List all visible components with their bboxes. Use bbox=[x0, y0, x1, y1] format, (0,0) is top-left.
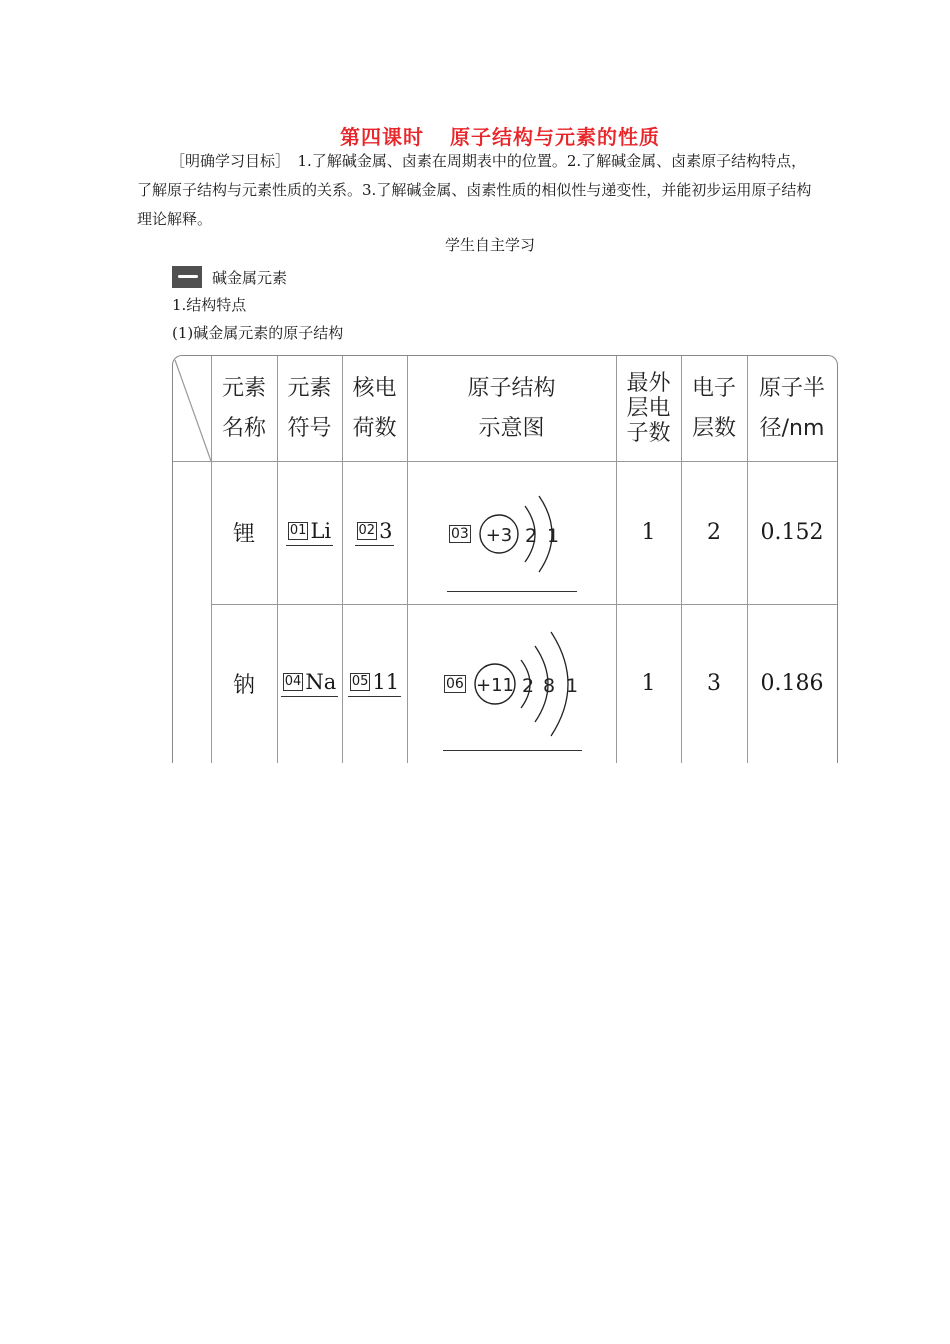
blank-number: 02 bbox=[358, 523, 376, 538]
blank-number: 03 bbox=[451, 526, 469, 542]
blank-number: 01 bbox=[289, 523, 307, 538]
header-line: 荷数 bbox=[352, 415, 397, 441]
row-na-layers: 3 bbox=[707, 670, 721, 696]
shell-electrons: 2 bbox=[521, 675, 535, 697]
shell-electrons: 8 bbox=[542, 675, 556, 697]
row-na-diagram bbox=[407, 604, 616, 762]
header-line: 层数 bbox=[691, 415, 736, 441]
row-na-outer: 1 bbox=[641, 670, 656, 696]
na-atom-structure-icon bbox=[459, 626, 589, 741]
row-li-outer: 1 bbox=[641, 520, 656, 545]
nucleus-label: +11 bbox=[476, 675, 514, 696]
shell-electrons: 1 bbox=[565, 675, 579, 697]
title-topic: 原子结构与元素的性质 bbox=[450, 125, 660, 149]
answer-underline bbox=[443, 750, 582, 751]
row-li-symbol bbox=[277, 461, 342, 604]
header-line: 子数 bbox=[626, 421, 671, 446]
section-header bbox=[172, 264, 287, 290]
alkali-metal-table bbox=[172, 355, 838, 763]
blank-number: 04 bbox=[284, 673, 302, 689]
section-number-icon bbox=[172, 266, 202, 288]
answer-blank[interactable] bbox=[281, 670, 338, 697]
header-atomic-radius bbox=[747, 356, 837, 461]
header-line: 最外 bbox=[626, 371, 671, 396]
section-heading: 学生自主学习 bbox=[444, 236, 535, 254]
header-outer-electrons bbox=[616, 356, 681, 461]
header-line: 元素 bbox=[287, 375, 332, 401]
header-line: 层电 bbox=[626, 396, 671, 421]
header-line: 原子结构 bbox=[467, 375, 556, 401]
header-electron-layers bbox=[681, 356, 747, 461]
nucleus-label: +3 bbox=[485, 525, 513, 546]
row-na-radius: 0.186 bbox=[760, 670, 824, 696]
row-na-symbol bbox=[277, 604, 342, 762]
title-lesson: 第四课时 bbox=[340, 125, 424, 149]
answer-underline bbox=[447, 591, 577, 592]
row-li-name: 锂 bbox=[232, 522, 255, 547]
row-na-charge bbox=[342, 604, 407, 762]
blank-number: 06 bbox=[446, 676, 464, 692]
charge-text: 3 bbox=[379, 519, 393, 543]
section-title: 碱金属元素 bbox=[212, 268, 288, 287]
item-1: 1.结构特点 bbox=[172, 296, 247, 314]
row-li-layers: 2 bbox=[707, 520, 721, 545]
header-line: 名称 bbox=[221, 415, 266, 441]
header-line: 核电 bbox=[352, 375, 397, 401]
header-line: 符号 bbox=[287, 415, 332, 441]
item-1-1: (1)碱金属元素的原子结构 bbox=[172, 324, 344, 342]
header-line: 原子半 bbox=[758, 375, 825, 401]
li-atom-structure-icon bbox=[467, 486, 577, 581]
header-line: 元素 bbox=[221, 375, 266, 401]
row-na-name: 钠 bbox=[232, 672, 255, 698]
charge-text: 11 bbox=[372, 669, 400, 694]
row-li-charge bbox=[342, 461, 407, 604]
header-nuclear-charge bbox=[342, 356, 407, 461]
answer-blank[interactable] bbox=[286, 519, 333, 546]
answer-blank[interactable] bbox=[355, 519, 395, 546]
symbol-text: Li bbox=[310, 519, 332, 543]
blank-number: 05 bbox=[351, 673, 369, 689]
answer-blank[interactable] bbox=[348, 670, 401, 697]
learning-objectives: ［明确学习目标］ 1.了解碱金属、卤素在周期表中的位置。2.了解碱金属、卤素原子结构特点，了解原子结构与元素性质的关系。3.了解碱金属、卤素性质的相似性与递变性，并能初步运用原子结构理论解释。 bbox=[137, 152, 812, 228]
row-li-diagram bbox=[407, 461, 616, 604]
header-line: 径/nm bbox=[759, 415, 825, 441]
symbol-text: Na bbox=[305, 669, 337, 694]
header-line: 示意图 bbox=[478, 415, 545, 441]
header-element-symbol bbox=[277, 356, 342, 461]
header-line: 电子 bbox=[691, 375, 736, 401]
page-title bbox=[0, 121, 950, 150]
corner-diagonal bbox=[173, 356, 212, 462]
header-structure-diagram bbox=[407, 356, 616, 461]
shell-electrons: 2 bbox=[524, 525, 538, 547]
row-li-radius: 0.152 bbox=[760, 520, 824, 545]
shell-electrons: 1 bbox=[546, 525, 560, 547]
header-element-name bbox=[211, 356, 277, 461]
